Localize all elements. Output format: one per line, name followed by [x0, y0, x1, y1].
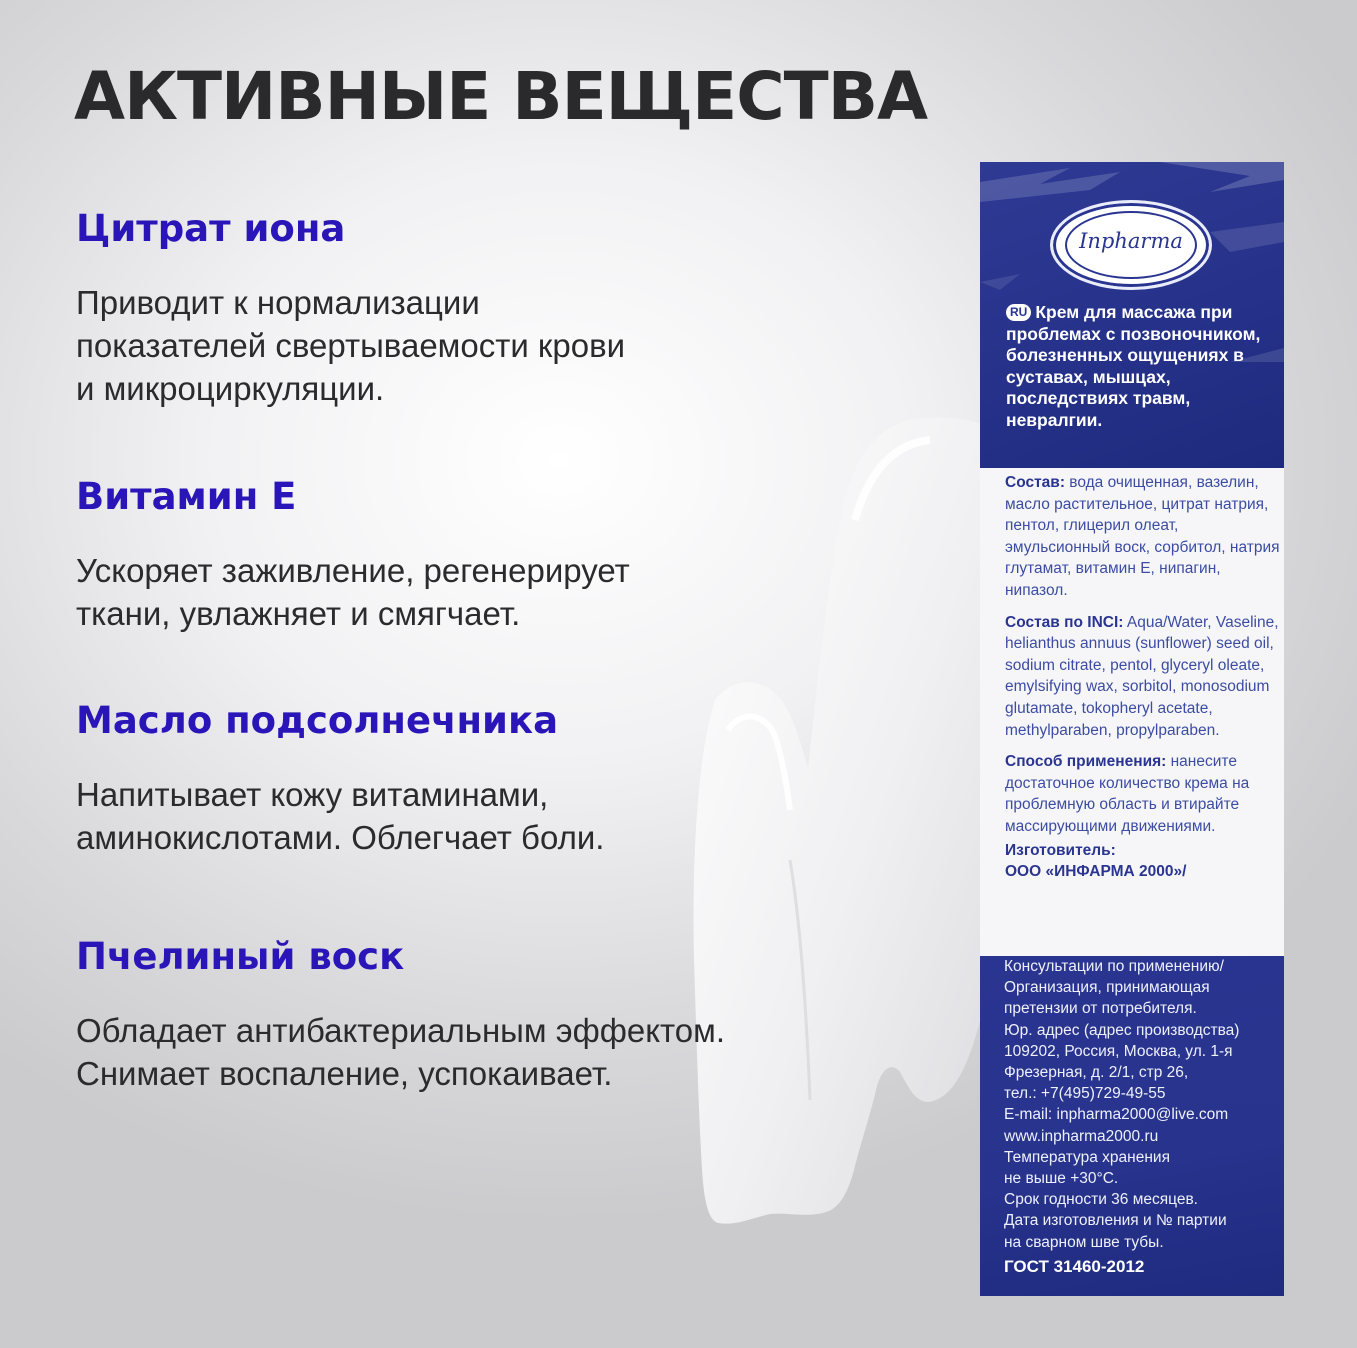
- ingredient-description: Напитывает кожу витаминами, аминокислотами. Облегчает боли.: [76, 776, 605, 856]
- ru-badge: RU: [1006, 304, 1031, 321]
- ingredient-description: Приводит к нормализации показателей свертываемости крови и микроциркуляции.: [76, 284, 626, 407]
- product-package: [980, 162, 1284, 1296]
- ingredient-name: Цитрат иона: [76, 207, 346, 250]
- info-line: Температура хранения: [1004, 1148, 1170, 1166]
- inpharma-logo: [1050, 200, 1212, 290]
- inci-text: Состав по INCI: Aqua/Water, Vaseline, helianthus annuus (sunflower) seed oil, sodium citrate, pentol, glyceryl oleate, emylsifying wax, sorbitol, monosodium glutamate, tokopheryl acetate, methylparaben, propylparaben.: [1005, 613, 1279, 739]
- info-line: Дата изготовления и № партии: [1004, 1212, 1227, 1230]
- info-line: Организация, принимающая: [1004, 979, 1210, 997]
- info-line: Консультации по применению/: [1004, 958, 1224, 975]
- info-line: Юр. адрес (адрес производства): [1004, 1021, 1240, 1039]
- package-bottom-panel: [980, 956, 1284, 1296]
- ingredient-block-sunflower-oil: [76, 697, 876, 859]
- logo-text: Inpharma: [1079, 229, 1183, 253]
- usage-label: Способ применения:: [1005, 753, 1167, 771]
- info-line: тел.: +7(495)729-49-55: [1004, 1085, 1166, 1103]
- info-line: 109202, Россия, Москва, ул. 1-я: [1004, 1042, 1233, 1060]
- package-top-panel: [980, 162, 1284, 468]
- ingredient-name: Витамин Е: [76, 475, 297, 518]
- ingredient-block-citrate: [76, 205, 876, 410]
- info-line: E-mail: inpharma2000@live.com: [1004, 1106, 1229, 1124]
- ingredient-description: Обладает антибактериальным эффектом. Снимает воспаление, успокаивает.: [76, 1012, 726, 1092]
- info-line: на сварном шве тубы.: [1004, 1233, 1164, 1251]
- manufacturer-name: ООО «ИНФАРМА 2000»/: [1005, 863, 1187, 881]
- ingredient-name: Масло подсолнечника: [76, 699, 559, 742]
- info-line: Срок годности 36 месяцев.: [1004, 1191, 1198, 1209]
- ingredient-name: Пчелиный воск: [76, 935, 405, 978]
- info-line: не выше +30°С.: [1004, 1170, 1119, 1188]
- composition-label: Состав:: [1005, 474, 1065, 491]
- package-composition-panel: [980, 468, 1284, 956]
- info-line: претензии от потребителя.: [1004, 1000, 1197, 1018]
- info-line: www.inpharma2000.ru: [1004, 1127, 1159, 1145]
- manufacturer-label: Изготовитель:: [1005, 841, 1116, 859]
- ingredient-block-vitamin-e: [76, 473, 876, 635]
- package-headline: [1006, 302, 1278, 431]
- gost-standard: ГОСТ 31460-2012: [1004, 1256, 1145, 1276]
- inci-label: Состав по INCI:: [1005, 613, 1124, 631]
- headline-text: Крем для массажа при проблемах с позвоночником, болезненных ощущениях в суставах, мышцах, последствиях травм, невралгии.: [1006, 302, 1261, 430]
- info-line: Фрезерная, д. 2/1, стр 26,: [1004, 1064, 1189, 1082]
- page-title: АКТИВНЫЕ ВЕЩЕСТВА: [74, 58, 928, 135]
- composition-text: Состав: вода очищенная, вазелин, масло растительное, цитрат натрия, пентол, глицерил олеат, эмульсионный воск, сорбитол, натрия глутамат, витамин Е, нипагин, нипазол.: [1005, 474, 1280, 599]
- package-contact-info: [1004, 956, 1280, 1277]
- usage-text: Способ применения: нанесите достаточное количество крема на проблемную область и втирайте массирующими движениями.: [1005, 753, 1250, 835]
- ingredient-description: Ускоряет заживление, регенерирует ткани, увлажняет и смягчает.: [76, 552, 630, 632]
- ingredient-block-beeswax: [76, 933, 876, 1095]
